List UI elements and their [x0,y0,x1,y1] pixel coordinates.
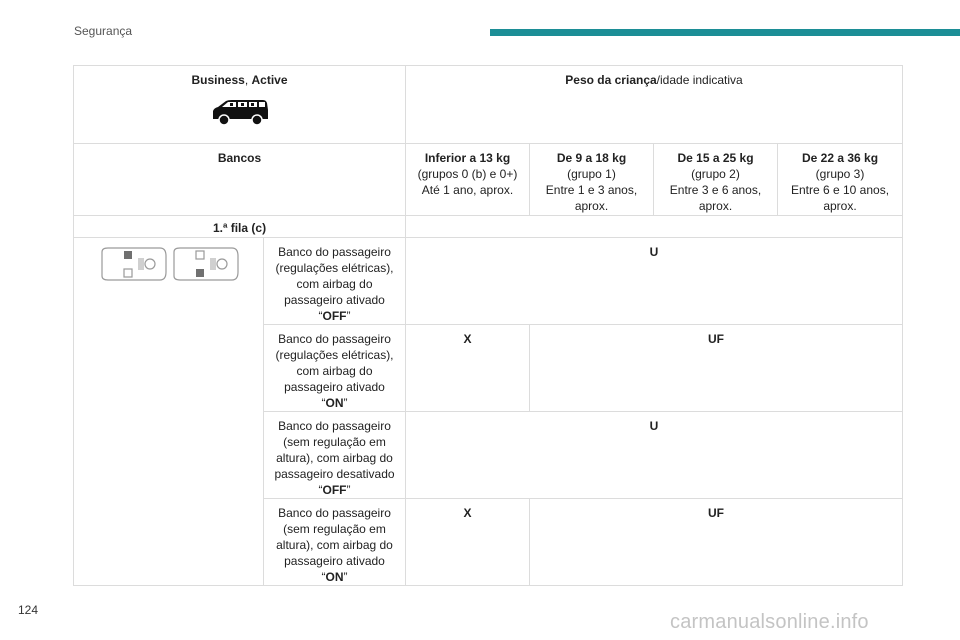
column-group: (grupo 3) [815,167,865,181]
suitability-cell [406,238,903,325]
suitability-cell [406,412,903,499]
quote-open: “ [318,309,323,323]
table-row [74,238,903,325]
column-age: Entre 1 e 3 anos, aprox. [545,183,638,213]
weight-categories-row [74,144,903,216]
column-group: (grupos 0 (b) e 0+) [417,167,518,181]
suitability-cell [406,499,530,586]
seat-description-cell [264,499,406,586]
airbag-status: OFF [322,309,347,323]
suitability-value: U [649,419,659,433]
age-header-label: /idade indicativa [656,73,743,87]
seat-description-cell [264,238,406,325]
weight-header-label: Peso da criança [565,73,657,87]
seat-description: Banco do passageiro (sem regulação em altura), com airbag do passageiro desativado [274,419,395,481]
row-label: 1.ª fila (c) [212,221,267,235]
weight-column [654,144,778,216]
column-weight: De 15 a 25 kg [677,151,754,165]
weight-header-cell [406,66,903,144]
seat-description: Banco do passageiro (regulações elétricas), com airbag do passageiro ativado [275,332,394,394]
section-title: Segurança [74,24,133,38]
column-age: Entre 3 e 6 anos, aprox. [669,183,762,213]
quote-open: “ [318,483,323,497]
column-weight: De 9 a 18 kg [556,151,627,165]
suitability-cell [530,325,903,412]
column-group: (grupo 2) [691,167,740,181]
weight-column [530,144,654,216]
quote-close: ” [343,570,348,584]
seat-plan-icon [100,246,240,282]
child-seat-table [73,65,903,586]
watermark: carmanualsonline.info [670,611,869,633]
page-number: 124 [18,603,39,617]
seats-label-cell [74,144,406,216]
suitability-value: X [463,332,472,346]
van-icon [209,96,271,126]
seat-description-cell [264,412,406,499]
suitability-value: UF [708,506,724,520]
header-accent-bar [490,29,960,36]
suitability-cell [406,325,530,412]
quote-close: ” [346,483,351,497]
seat-description-cell [264,325,406,412]
column-weight: De 22 a 36 kg [801,151,879,165]
row-label-cell [74,216,406,238]
seat-description: Banco do passageiro (sem regulação em altura), com airbag do passageiro ativado [276,506,393,568]
quote-close: ” [343,396,348,410]
seat-description: Banco do passageiro (regulações elétricas), com airbag do passageiro ativado [275,245,394,307]
suitability-value: UF [708,332,724,346]
version-separator: , [244,73,252,87]
column-group: (grupo 1) [567,167,616,181]
seats-label: Bancos [217,151,262,165]
table-header-row [74,66,903,144]
suitability-value: U [649,245,659,259]
version-label-2: Active [251,73,288,87]
suitability-cell [530,499,903,586]
row-section-header [74,216,903,238]
version-cell [74,66,406,144]
airbag-status: ON [325,570,344,584]
weight-column [406,144,530,216]
suitability-value: X [463,506,472,520]
column-weight: Inferior a 13 kg [424,151,511,165]
version-label: Business [191,73,245,87]
quote-open: “ [321,570,326,584]
seat-plan-cell [74,238,264,586]
airbag-status: OFF [322,483,347,497]
weight-column [778,144,903,216]
quote-close: ” [346,309,351,323]
column-age: Até 1 ano, aprox. [421,183,514,197]
quote-open: “ [321,396,326,410]
column-age: Entre 6 e 10 anos, aprox. [790,183,890,213]
airbag-status: ON [325,396,344,410]
